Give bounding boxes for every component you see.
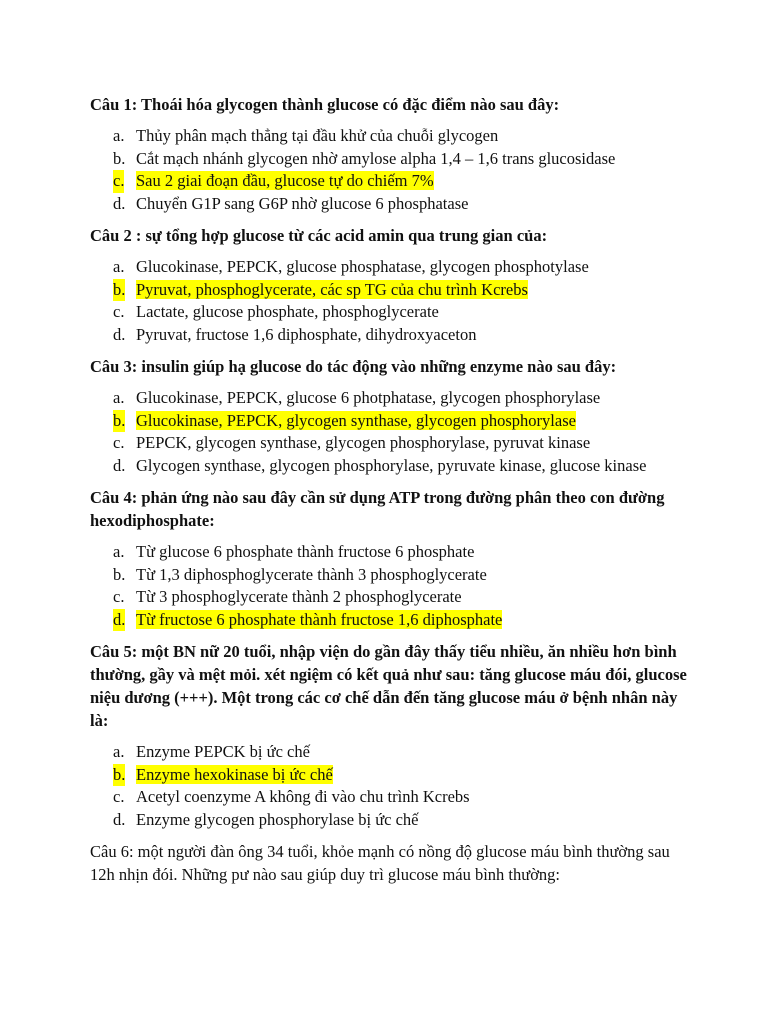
question-1-text: Câu 1: Thoái hóa glycogen thành glucose có đặc điểm nào sau đây:: [90, 95, 560, 114]
option-text-highlighted: Enzyme hexokinase bị ức chế: [136, 764, 333, 784]
option-text: Thủy phân mạch thẳng tại đầu khử của chuỗi glycogen: [136, 126, 499, 145]
option-marker: d.: [113, 324, 126, 344]
option-5c: [90, 786, 690, 809]
option-text-highlighted: Glucokinase, PEPCK, glycogen synthase, glycogen phosphorylase: [136, 410, 576, 430]
option-text: Từ 3 phosphoglycerate thành 2 phosphoglycerate: [136, 587, 462, 606]
option-text: Glycogen synthase, glycogen phosphorylase, pyruvate kinase, glucose kinase: [136, 455, 647, 475]
option-text-highlighted: Pyruvat, phosphoglycerate, các sp TG của chu trình Kcrebs: [136, 279, 528, 299]
option-4b: [90, 564, 690, 587]
option-marker: a.: [113, 542, 125, 561]
option-text: Glucokinase, PEPCK, glucose 6 photphatase, glycogen phosphorylase: [136, 388, 601, 407]
option-text: Pyruvat, fructose 1,6 diphosphate, dihydroxyaceton: [136, 324, 477, 344]
option-2a: [90, 256, 690, 279]
option-text: Glucokinase, PEPCK, glucose phosphatase, glycogen phosphotylase: [136, 257, 589, 276]
option-marker: b.: [113, 148, 126, 168]
option-text: Từ 1,3 diphosphoglycerate thành 3 phosphoglycerate: [136, 564, 487, 584]
option-text: Cắt mạch nhánh glycogen nhờ amylose alpha 1,4 – 1,6 trans glucosidase: [136, 148, 616, 168]
option-text: PEPCK, glycogen synthase, glycogen phosphorylase, pyruvat kinase: [136, 433, 591, 452]
option-text-highlighted: Từ fructose 6 phosphate thành fructose 1,6 diphosphate: [136, 609, 503, 629]
option-text-highlighted: Sau 2 giai đoạn đầu, glucose tự do chiếm 7%: [136, 171, 434, 190]
option-marker: a.: [113, 126, 125, 145]
option-marker: c.: [113, 587, 125, 606]
option-5a: [90, 741, 690, 764]
question-6-text: Câu 6: một người đàn ông 34 tuổi, khỏe mạnh có nồng độ glucose máu bình thường sau 12h nhịn đói. Những pư nào sau giúp duy trì glucose máu bình thường:: [90, 842, 670, 884]
question-3-text: Câu 3: insulin giúp hạ glucose do tác động vào những enzyme nào sau đây:: [90, 357, 617, 376]
option-text: Chuyển G1P sang G6P nhờ glucose 6 phosphatase: [136, 193, 469, 213]
option-marker: c.: [113, 433, 125, 452]
document-page: [90, 93, 690, 895]
question-4-text: Câu 4: phản ứng nào sau đây cần sử dụng ATP trong đường phân theo con đường hexodiphosphate:: [90, 488, 665, 530]
option-1d: [90, 193, 690, 216]
option-marker: d.: [113, 455, 126, 475]
option-4d: [90, 609, 690, 632]
option-text: Lactate, glucose phosphate, phosphoglycerate: [136, 302, 439, 321]
question-2-text: Câu 2 : sự tổng hợp glucose từ các acid amin qua trung gian của:: [90, 226, 548, 245]
option-marker: a.: [113, 257, 125, 276]
option-text: Enzyme glycogen phosphorylase bị ức chế: [136, 809, 419, 829]
question-1-options: [90, 125, 690, 215]
option-marker: a.: [113, 388, 125, 407]
option-marker: b.: [113, 279, 125, 302]
option-3c: [90, 432, 690, 455]
option-marker: b.: [113, 410, 125, 433]
question-5-options: [90, 741, 690, 831]
option-3d: [90, 455, 690, 478]
option-3b: [90, 410, 690, 433]
option-marker: d.: [113, 609, 125, 632]
question-2-options: [90, 256, 690, 346]
option-marker: c.: [113, 170, 124, 193]
option-marker: d.: [113, 193, 126, 213]
option-marker: c.: [113, 787, 125, 806]
option-4c: [90, 586, 690, 609]
option-marker: b.: [113, 564, 126, 584]
option-1a: [90, 125, 690, 148]
question-5-text: Câu 5: một BN nữ 20 tuổi, nhập viện do gần đây thấy tiểu nhiều, ăn nhiều hơn bình thường, gầy và mệt mỏi. xét ngiệm có kết quả như sau: tăng glucose máu đói, glucose niệu dương (+++). Một trong các cơ chế dẫn đến tăng glucose máu ở bệnh nhân này là:: [90, 642, 687, 730]
option-5b: [90, 764, 690, 787]
option-1b: [90, 148, 690, 171]
question-3-options: [90, 387, 690, 477]
option-1c: [90, 170, 690, 193]
option-3a: [90, 387, 690, 410]
option-marker: d.: [113, 809, 126, 829]
option-text: Từ glucose 6 phosphate thành fructose 6 phosphate: [136, 542, 475, 561]
option-marker: b.: [113, 764, 125, 787]
option-2b: [90, 279, 690, 302]
option-4a: [90, 541, 690, 564]
option-2d: [90, 324, 690, 347]
option-5d: [90, 809, 690, 832]
option-text: Acetyl coenzyme A không đi vào chu trình Kcrebs: [136, 787, 470, 806]
question-4-options: [90, 541, 690, 631]
option-marker: c.: [113, 302, 125, 321]
option-marker: a.: [113, 742, 125, 761]
option-2c: [90, 301, 690, 324]
option-text: Enzyme PEPCK bị ức chế: [136, 742, 310, 761]
